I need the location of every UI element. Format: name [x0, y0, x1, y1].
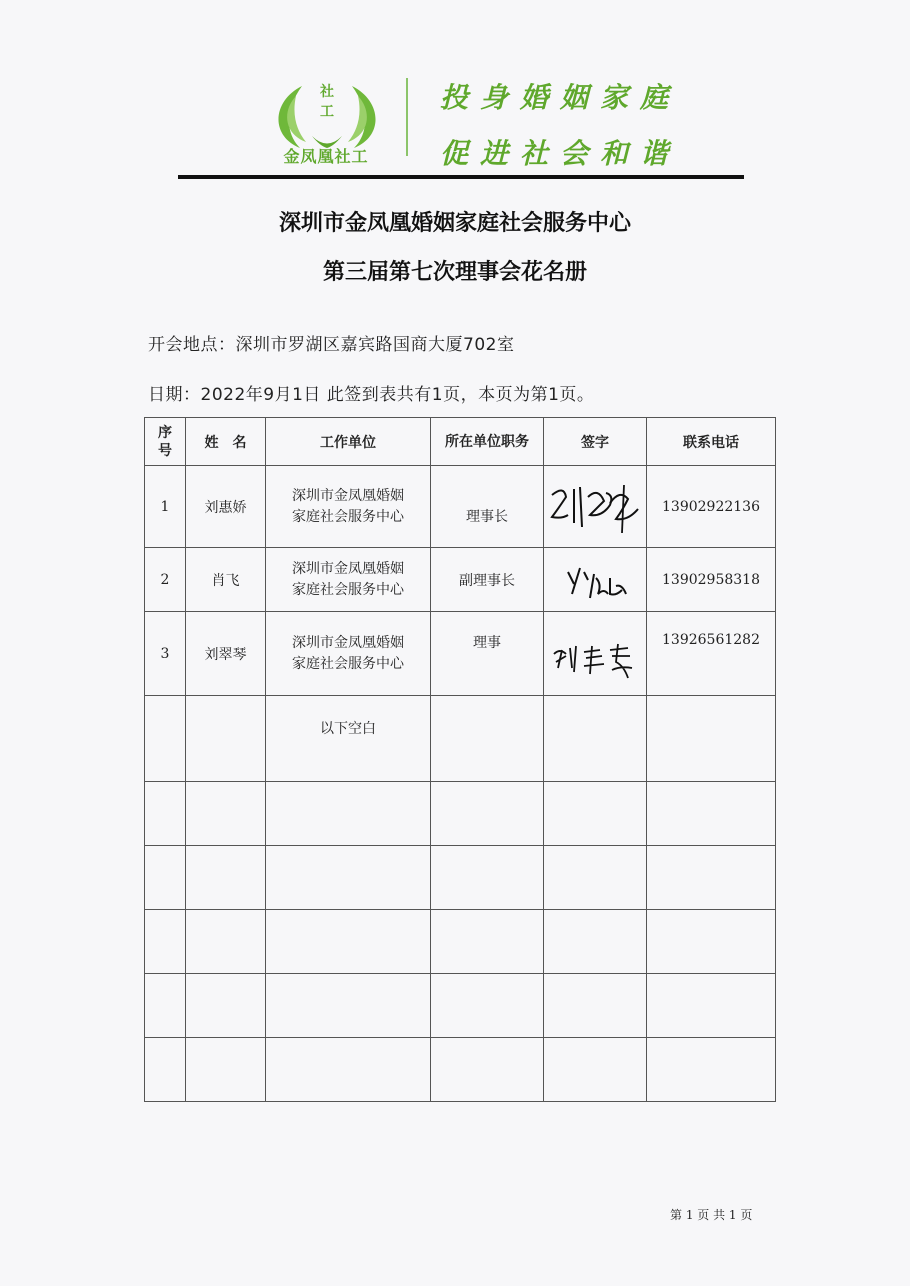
header-position: 所在单位职务 — [431, 418, 544, 466]
logo-caption: 金凤凰社工 — [283, 147, 369, 166]
organization-title: 深圳市金凤凰婚姻家庭社会服务中心 — [278, 211, 631, 236]
slogan-line-2: 促进社会和谐 — [440, 137, 681, 170]
table-row — [145, 466, 776, 548]
header-unit: 工作单位 — [266, 418, 431, 466]
handwritten-signature-icon — [544, 548, 647, 611]
row-unit — [266, 612, 431, 696]
row-unit — [266, 466, 431, 548]
table-row — [145, 548, 776, 612]
table-header-row — [145, 418, 776, 466]
row-no: 3 — [145, 612, 186, 696]
letterhead-divider — [406, 78, 408, 156]
unit-line: 家庭社会服务中心 — [292, 655, 404, 672]
unit-line: 家庭社会服务中心 — [292, 581, 404, 598]
row-name: 刘惠娇 — [186, 466, 266, 548]
row-phone: 13902922136 — [647, 466, 776, 548]
blank-note: 以下空白 — [266, 696, 431, 782]
row-name: 刘翠琴 — [186, 612, 266, 696]
table-row — [145, 612, 776, 696]
slogan-line-1: 投身婚姻家庭 — [440, 81, 681, 114]
header-no: 序号 — [145, 418, 186, 466]
row-position: 理事 — [431, 612, 544, 696]
table-row — [145, 910, 776, 974]
table-row — [145, 696, 776, 782]
handwritten-signature-icon — [544, 622, 647, 685]
row-signature — [544, 548, 647, 612]
row-phone: 13926561282 — [647, 612, 776, 696]
row-unit — [266, 548, 431, 612]
handwritten-signature-icon — [544, 475, 647, 538]
header-phone: 联系电话 — [647, 418, 776, 466]
meeting-date: 日期：2022年9月1日 此签到表共有1页，本页为第1页。 — [148, 385, 595, 405]
row-signature — [544, 466, 647, 548]
table-row — [145, 846, 776, 910]
row-no: 2 — [145, 548, 186, 612]
row-name: 肖飞 — [186, 548, 266, 612]
roster-table — [144, 417, 776, 1102]
svg-text:工: 工 — [320, 104, 334, 120]
meeting-location: 开会地点：深圳市罗湖区嘉宾路国商大厦702室 — [148, 335, 515, 355]
table-row — [145, 974, 776, 1038]
table-row — [145, 782, 776, 846]
row-phone: 13902958318 — [647, 548, 776, 612]
row-position: 理事长 — [431, 466, 544, 548]
row-no: 1 — [145, 466, 186, 548]
unit-line: 家庭社会服务中心 — [292, 508, 404, 525]
header-signature: 签字 — [544, 418, 647, 466]
row-position: 副理事长 — [431, 548, 544, 612]
unit-line: 深圳市金凤凰婚姻 — [292, 634, 404, 651]
header-name: 姓 名 — [186, 418, 266, 466]
unit-line: 深圳市金凤凰婚姻 — [292, 487, 404, 504]
table-row — [145, 1038, 776, 1102]
row-signature — [544, 612, 647, 696]
roster-title: 第三届第七次理事会花名册 — [322, 260, 587, 285]
header-rule — [178, 175, 744, 179]
svg-text:社: 社 — [320, 84, 334, 100]
page-footer: 第 1 页 共 1 页 — [670, 1208, 753, 1222]
unit-line: 深圳市金凤凰婚姻 — [292, 560, 404, 577]
